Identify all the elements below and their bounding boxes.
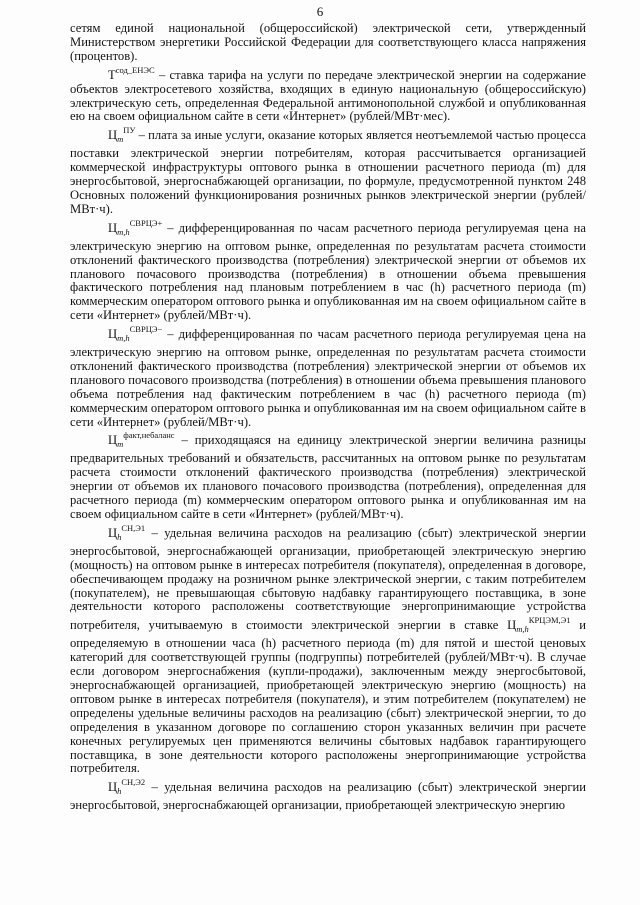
definition-text: – дифференцированная по часам расчетного периода регулируемая цена на электрическую энергию на оптовом рынке, определенная по результатам расчета стоимости отклонений фактического производства (потребления) электрической энергии от объемов их планового почасового производства (потребления) в отношении объема превышения фактического потребления над плановым потреблением в час (h) расчетного периода (m) коммерческим оператором оптового рынка и опубликованная им на своем официальном сайте в сети «Интернет» (рублей/МВт·ч).: [70, 220, 586, 323]
formula-symbol: $Ц_{m,h}^{СВРЦЭ-}$: [108, 324, 163, 344]
definition-t-sod-enes: [70, 64, 586, 125]
definition-text: – удельная величина расходов на реализацию (сбыт) электрической энергии энергосбытовой, энергоснабжающей организации, приобретающей электрическую энергию: [70, 780, 586, 813]
formula-symbol: $Ц_m^{ПУ}$: [108, 125, 136, 145]
formula-symbol: $Ц_m^{факт,небаланс}$: [108, 430, 175, 450]
formula-symbol: $Ц_h^{СН,Э1}$: [108, 522, 146, 542]
definition-c-sn-e2: [70, 776, 586, 813]
definition-text: – плата за иные услуги, оказание которых является неотъемлемой частью процесса поставки электрической энергии потребителям, которая рассчитывается организацией коммерческой инфраструктуры оптового рынка в отношении расчетного периода (m) для энергосбытовой, энергоснабжающей организации, по формуле, предусмотренной пунктом 248 Основных положений функционирования розничных рынков электрической энергии (рублей/МВт·ч).: [70, 128, 586, 216]
definition-c-fakt-nebalans: [70, 429, 586, 521]
definition-text: – дифференцированная по часам расчетного периода регулируемая цена на электрическую энергию на оптовом рынке, определенная по результатам расчета стоимости отклонений фактического производства (потребления) электрической энергии от объемов их планового почасового производства (потребления) в отношении объема превышения планового объема потребления над фактическим потреблением в час (h) расчетного периода (m) коммерческим оператором оптового рынка и опубликованная им на своем официальном сайте в сети «Интернет» (рублей/МВт·ч).: [70, 327, 586, 429]
formula-symbol: $Ц_{m,h}^{СВРЦЭ+}$: [108, 217, 163, 237]
definition-c-svrce-minus: [70, 323, 586, 429]
inline-formula-symbol: $Ц_{m,h}^{КРЦЭМ,Э1}$: [507, 615, 571, 635]
definition-text-continued: и определяемую в отношении часа (h) расчетного периода (m) для пятой и шестой ценовых категорий для соответствующей группы (подгруппы) потребителей (рублей/МВт·ч). В случае если договором энергоснабжения (купли-продажи), заключенным между энергосбытовой, энергоснабжающей организацией, приобретающей электрическую энергию (мощность) на оптовом рынке в интересах потребителя (покупателя), и этим потребителем (покупателем) не определены удельные величины расходов на реализацию (сбыт) электрической энергии, то до определения в указанном договоре по соглашению сторон указанных величин при расчете конечных регулируемых цен применяются величины сбытовых надбавок гарантирующего поставщика, в зоне деятельности которого расположены энергопринимающие устройства потребителя.: [70, 618, 587, 776]
definition-c-sn-e1: [70, 522, 586, 776]
formula-symbol: $Т^{сод\_ЕНЭС}$: [108, 64, 155, 82]
paragraph-continuation: [70, 22, 586, 64]
page-number: 6: [316, 4, 324, 19]
definition-text: – приходящаяся на единицу электрической энергии величина разницы предварительных требований и обязательств, рассчитанных на оптовом рынке по результатам расчета стоимости отклонений фактического производства (потребления) электрической энергии от объемов их планового почасового производства (потребления), определенная для расчетного периода (m) коммерческим оператором оптового рынка и опубликованная им на своем официальном сайте в сети «Интернет» (рублей/МВт·ч).: [70, 433, 586, 521]
definition-c-pu: [70, 124, 586, 216]
paragraph-text: сетям единой национальной (общероссийской) электрической сети, утвержденный Министерством энергетики Российской Федерации для соответствующего класса напряжения (процентов).: [70, 21, 586, 63]
document-text: [70, 22, 586, 813]
formula-symbol: $Ц_h^{СН,Э2}$: [108, 777, 146, 797]
definition-text: – ставка тарифа на услуги по передаче электрической энергии на содержание объектов электросетевого хозяйства, входящих в единую национальную (общероссийскую) электрическую сеть, определенная Федеральной антимонопольной службой и опубликованная ею на своем официальном сайте в сети «Интернет» (рублей/МВт·мес).: [70, 67, 586, 124]
definition-c-svrce-plus: [70, 217, 586, 323]
definition-text: – удельная величина расходов на реализацию (сбыт) электрической энергии энергосбытовой, энергоснабжающей организации, приобретающей электрическую энергию (мощность) на оптовом рынке в интересах потребителя (покупателя), определенная в договоре, обеспечивающем продажу на розничном рынке электрической энергии, с таким потребителем (покупателем), не превышающая сбытовую надбавку гарантирующего поставщика, в зоне деятельности которого расположены соответствующие энергопринимающие устройства потребителя, учитываемую в стоимости электрической энергии в ставке: [70, 525, 586, 633]
